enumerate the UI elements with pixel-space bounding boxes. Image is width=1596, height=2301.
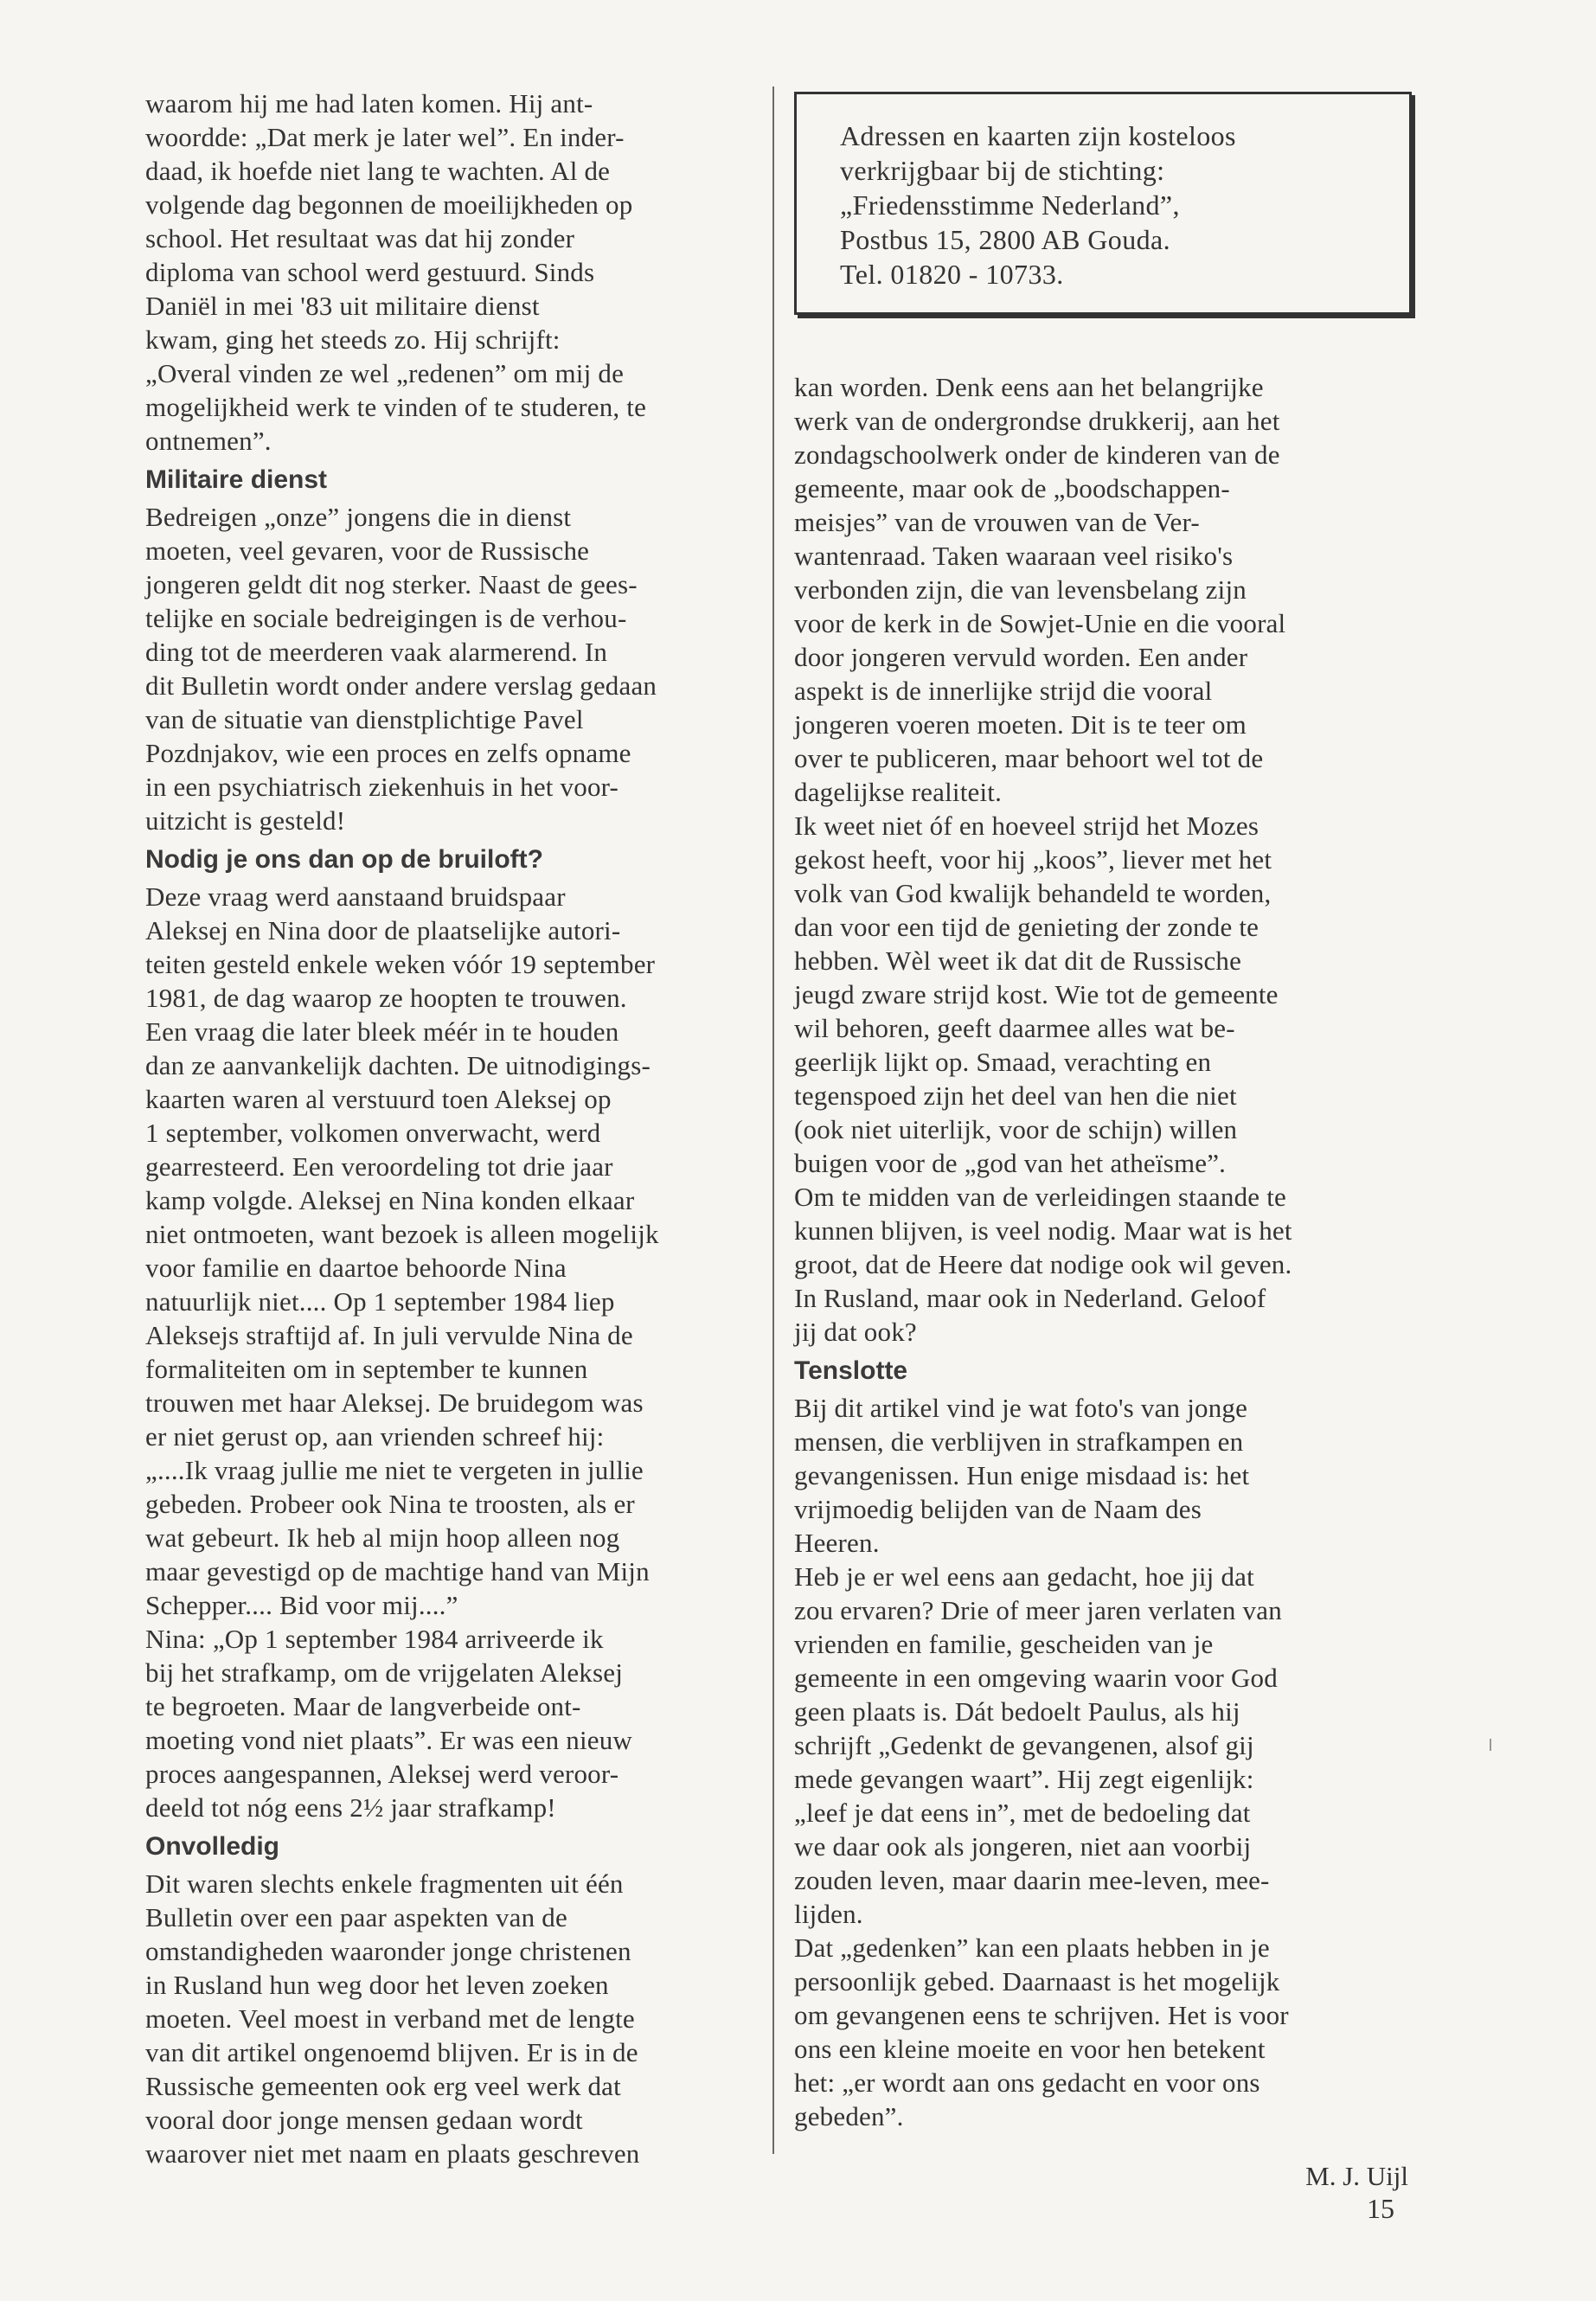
text-line: waarover niet met naam en plaats geschreven: [145, 2138, 640, 2169]
right-column-text: [794, 370, 1408, 2133]
paragraph: [145, 500, 753, 837]
text-line: Heb je er wel eens aan gedacht, hoe jij dat: [794, 1561, 1254, 1592]
text-line: gemeente in een omgeving waarin voor God: [794, 1663, 1278, 1693]
text-line: voor familie en daartoe behoorde Nina: [145, 1253, 567, 1283]
text-line: gemeente, maar ook de „boodschappen-: [794, 473, 1230, 503]
text-line: het: „er wordt aan ons gedacht en voor ons: [794, 2067, 1260, 2098]
page-number: 15: [1367, 2193, 1394, 2224]
text-line: buigen voor de „god van het atheïsme”.: [794, 1148, 1227, 1178]
text-line: aspekt is de innerlijke strijd die vooral: [794, 676, 1213, 706]
text-line: door jongeren vervuld worden. Een ander: [794, 642, 1248, 672]
text-line: school. Het resultaat was dat hij zonder: [145, 223, 575, 253]
text-line: vrienden en familie, gescheiden van je: [794, 1629, 1214, 1659]
text-line: kan worden. Denk eens aan het belangrijke: [794, 372, 1264, 402]
text-line: diploma van school werd gestuurd. Sinds: [145, 257, 595, 287]
text-line: verbonden zijn, die van levensbelang zijn: [794, 574, 1247, 605]
paragraph: [794, 370, 1408, 1349]
text-line: moeting vond niet plaats”. Er was een nieuw: [145, 1725, 632, 1755]
section-heading: Militaire dienst: [145, 465, 328, 494]
text-line: mogelijkheid werk te vinden of te studeren, te: [145, 392, 647, 422]
text-line: gearresteerd. Een veroordeling tot drie jaar: [145, 1151, 613, 1182]
text-line: om gevangenen eens te schrijven. Het is voor: [794, 2000, 1289, 2030]
text-line: wat gebeurt. Ik heb al mijn hoop alleen nog: [145, 1522, 620, 1553]
text-line: Daniël in mei '83 uit militaire dienst: [145, 291, 540, 321]
text-line: vooral door jonge mensen gedaan wordt: [145, 2105, 583, 2135]
text-line: niet ontmoeten, want bezoek is alleen mogelijk: [145, 1219, 659, 1249]
text-line: kunnen blijven, is veel nodig. Maar wat is het: [794, 1215, 1292, 1246]
text-line: Bedreigen „onze” jongens die in dienst: [145, 502, 572, 532]
signature: M. J. Uijl: [1305, 2161, 1408, 2191]
text-line: ons een kleine moeite en voor hen betekent: [794, 2034, 1266, 2064]
paragraph: [794, 1391, 1408, 2133]
text-line: 1981, de dag waarop ze hoopten te trouwen.: [145, 983, 627, 1013]
text-line: geen plaats is. Dát bedoelt Paulus, als hij: [794, 1696, 1240, 1727]
address-line: Tel. 01820 - 10733.: [840, 259, 1064, 290]
text-line: jeugd zware strijd kost. Wie tot de gemeente: [794, 979, 1279, 1009]
text-line: moeten. Veel moest in verband met de lengte: [145, 2003, 635, 2034]
text-line: Deze vraag werd aanstaand bruidspaar: [145, 881, 566, 912]
paragraph: [145, 880, 753, 1824]
text-line: Russische gemeenten ook erg veel werk dat: [145, 2071, 621, 2101]
address-line: Adressen en kaarten zijn kosteloos: [840, 120, 1236, 151]
text-line: omstandigheden waaronder jonge christenen: [145, 1936, 631, 1966]
text-line: (ook niet uiterlijk, voor de schijn) willen: [794, 1114, 1238, 1144]
text-line: tegenspoed zijn het deel van hen die niet: [794, 1080, 1237, 1111]
text-line: moeten, veel gevaren, voor de Russische: [145, 535, 590, 566]
text-line: waarom hij me had laten komen. Hij ant-: [145, 88, 593, 119]
text-line: mede gevangen waart”. Hij zegt eigenlijk:: [794, 1764, 1254, 1794]
text-line: ontnemen”.: [145, 426, 272, 456]
text-line: in een psychiatrisch ziekenhuis in het voor-: [145, 772, 619, 802]
text-line: Aleksejs straftijd af. In juli vervulde Nina de: [145, 1320, 633, 1350]
text-line: Heeren.: [794, 1528, 880, 1558]
text-line: Bulletin over een paar aspekten van de: [145, 1902, 567, 1932]
text-line: schrijft „Gedenkt de gevangenen, alsof gij: [794, 1730, 1254, 1760]
text-line: vrijmoedig belijden van de Naam des: [794, 1494, 1202, 1524]
text-line: gekost heeft, voor hij „koos”, liever met het: [794, 844, 1272, 875]
text-line: Dit waren slechts enkele fragmenten uit één: [145, 1868, 624, 1899]
address-box: [794, 92, 1412, 315]
text-line: zou ervaren? Drie of meer jaren verlaten van: [794, 1595, 1282, 1625]
text-line: zouden leven, maar daarin mee-leven, mee-: [794, 1865, 1270, 1895]
text-line: maar gevestigd op de machtige hand van Mijn: [145, 1556, 650, 1586]
text-line: hebben. Wèl weet ik dat dit de Russische: [794, 945, 1242, 976]
text-line: bij het strafkamp, om de vrijgelaten Aleksej: [145, 1657, 624, 1688]
text-line: te begroeten. Maar de langverbeide ont-: [145, 1691, 581, 1721]
section-heading: Onvolledig: [145, 1832, 280, 1861]
text-line: dan ze aanvankelijk dachten. De uitnodigings-: [145, 1050, 651, 1080]
text-line: natuurlijk niet.... Op 1 september 1984 liep: [145, 1286, 615, 1317]
text-line: jongeren geldt dit nog sterker. Naast de gees-: [145, 569, 638, 599]
text-line: 1 september, volkomen onverwacht, werd: [145, 1118, 601, 1148]
paragraph: [145, 87, 753, 458]
text-line: groot, dat de Heere dat nodige ook wil geven.: [794, 1249, 1292, 1279]
text-line: persoonlijk gebed. Daarnaast is het mogelijk: [794, 1966, 1280, 1997]
text-line: in Rusland hun weg door het leven zoeken: [145, 1970, 609, 2000]
text-line: dagelijkse realiteit.: [794, 777, 1003, 807]
column-divider: [772, 87, 774, 2154]
text-line: over te publiceren, maar behoort wel tot de: [794, 743, 1264, 773]
text-line: lijden.: [794, 1899, 863, 1929]
text-line: Ik weet niet óf en hoeveel strijd het Mozes: [794, 811, 1259, 841]
text-line: telijke en sociale bedreigingen is de verhou-: [145, 603, 627, 633]
text-line: woordde: „Dat merk je later wel”. En inder-: [145, 122, 625, 152]
text-line: van de situatie van dienstplichtige Pavel: [145, 704, 584, 734]
text-line: gevangenissen. Hun enige misdaad is: het: [794, 1460, 1250, 1490]
text-line: ding tot de meerderen vaak alarmerend. In: [145, 637, 608, 667]
address-line: „Friedensstimme Nederland”,: [840, 189, 1180, 221]
text-line: Een vraag die later bleek méér in te houden: [145, 1016, 619, 1047]
text-line: kaarten waren al verstuurd toen Aleksej op: [145, 1084, 612, 1114]
text-line: werk van de ondergrondse drukkerij, aan het: [794, 406, 1280, 436]
text-line: we daar ook als jongeren, niet aan voorbij: [794, 1831, 1252, 1862]
text-line: uitzicht is gesteld!: [145, 805, 346, 836]
text-line: „Overal vinden ze wel „redenen” om mij de: [145, 358, 625, 388]
text-line: geerlijk lijkt op. Smaad, verachting en: [794, 1047, 1212, 1077]
text-line: mensen, die verblijven in strafkampen en: [794, 1426, 1244, 1457]
text-line: Schepper.... Bid voor mij....”: [145, 1590, 458, 1620]
text-line: proces aangespannen, Aleksej werd veroor-: [145, 1759, 619, 1789]
text-line: kamp volgde. Aleksej en Nina konden elkaar: [145, 1185, 635, 1215]
text-line: voor de kerk in de Sowjet-Unie en die vooral: [794, 608, 1286, 638]
text-line: kwam, ging het steeds zo. Hij schrijft:: [145, 324, 561, 355]
text-line: Pozdnjakov, wie een proces en zelfs opname: [145, 738, 631, 768]
text-line: volk van God kwalijk behandeld te worden,: [794, 878, 1272, 908]
text-line: Dat „gedenken” kan een plaats hebben in je: [794, 1932, 1270, 1963]
left-column: [145, 87, 753, 2170]
text-line: volgende dag begonnen de moeilijkheden op: [145, 189, 633, 220]
section-heading: Tenslotte: [794, 1356, 908, 1385]
text-line: teiten gesteld enkele weken vóór 19 september: [145, 949, 656, 979]
paragraph: [145, 1867, 753, 2170]
text-line: Bij dit artikel vind je wat foto's van jonge: [794, 1393, 1248, 1423]
text-line: van dit artikel ongenoemd blijven. Er is in de: [145, 2037, 638, 2067]
right-column: [794, 87, 1408, 2193]
text-line: wantenraad. Taken waaraan veel risiko's: [794, 541, 1234, 571]
text-line: formaliteiten om in september te kunnen: [145, 1354, 588, 1384]
text-line: zondagschoolwerk onder de kinderen van de: [794, 439, 1280, 470]
text-line: „....Ik vraag jullie me niet te vergeten in jullie: [145, 1455, 644, 1485]
text-line: daad, ik hoefde niet lang te wachten. Al de: [145, 156, 611, 186]
scan-speck: [1490, 1739, 1491, 1751]
text-line: Nina: „Op 1 september 1984 arriveerde ik: [145, 1624, 604, 1654]
text-line: Aleksej en Nina door de plaatselijke autori-: [145, 915, 621, 945]
text-line: trouwen met haar Aleksej. De bruidegom was: [145, 1388, 644, 1418]
text-line: meisjes” van de vrouwen van de Ver-: [794, 507, 1200, 537]
text-line: gebeden”.: [794, 2101, 904, 2131]
text-line: jongeren voeren moeten. Dit is te teer om: [794, 709, 1247, 740]
address-line: verkrijgbaar bij de stichting:: [840, 155, 1165, 186]
text-line: er niet gerust op, aan vrienden schreef hij:: [145, 1421, 605, 1452]
text-line: In Rusland, maar ook in Nederland. Geloof: [794, 1283, 1266, 1313]
text-line: deeld tot nóg eens 2½ jaar strafkamp!: [145, 1792, 556, 1823]
text-line: wil behoren, geeft daarmee alles wat be-: [794, 1013, 1235, 1043]
section-heading: Nodig je ons dan op de bruiloft?: [145, 845, 543, 874]
text-line: dit Bulletin wordt onder andere verslag gedaan: [145, 670, 657, 701]
text-line: jij dat ook?: [794, 1317, 917, 1347]
text-line: gebeden. Probeer ook Nina te troosten, als er: [145, 1489, 635, 1519]
text-line: dan voor een tijd de genieting der zonde te: [794, 912, 1259, 942]
text-line: Om te midden van de verleidingen staande te: [794, 1182, 1286, 1212]
address-line: Postbus 15, 2800 AB Gouda.: [840, 224, 1170, 255]
text-line: „leef je dat eens in”, met de bedoeling dat: [794, 1798, 1251, 1828]
